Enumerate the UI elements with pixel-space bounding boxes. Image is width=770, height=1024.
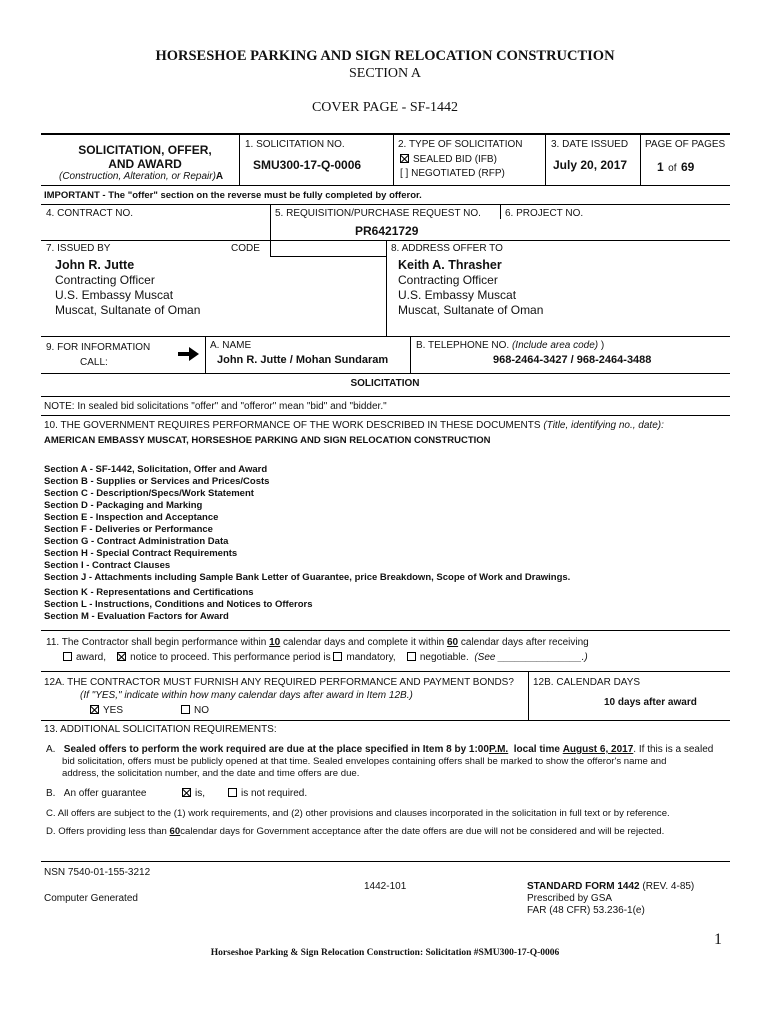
requirement-c: C. All offers are subject to the (1) work requirements, and (2) other provisions and clauses incorporated in the solicitation in full text or by reference. [46, 808, 670, 819]
bonds-yes-checkbox[interactable] [90, 705, 99, 714]
sealed-bid-checkbox[interactable] [400, 154, 409, 163]
page-of-pages-value: 1 of 69 [657, 160, 695, 174]
list-item: Section B - Supplies or Services and Prices/Costs [44, 476, 270, 487]
bonds-no-checkbox[interactable] [181, 705, 190, 714]
list-item: Section I - Contract Clauses [44, 560, 171, 571]
list-item: Section M - Evaluation Factors for Award [44, 611, 229, 622]
calendar-days-value: 10 days after award [604, 697, 697, 708]
page-of-pages-label: PAGE OF PAGES [645, 139, 726, 150]
nsn-number: NSN 7540-01-155-3212 [44, 867, 151, 878]
solicitation-no-value: SMU300-17-Q-0006 [253, 158, 362, 172]
mandatory-checkbox[interactable] [333, 652, 342, 661]
award-checkbox[interactable] [63, 652, 72, 661]
list-item: Section C - Description/Specs/Work Statement [44, 488, 254, 499]
negotiable-checkbox[interactable] [407, 652, 416, 661]
offer-to-name: Keith A. Thrasher [398, 258, 502, 272]
contact-name-value: John R. Jutte / Mohan Sundaram [217, 354, 389, 366]
offer-to-city: Muscat, Sultanate of Oman [398, 303, 544, 317]
important-notice: IMPORTANT - The "offer" section on the reverse must be fully completed by offeror. [44, 190, 422, 201]
list-item: Section E - Inspection and Acceptance [44, 512, 219, 523]
issued-by-code-label: CODE [231, 243, 260, 254]
section-label: SECTION A [349, 66, 421, 81]
list-item: Section G - Contract Administration Data [44, 536, 229, 547]
solicitation-heading: SOLICITATION [350, 378, 420, 389]
calendar-days-label: 12B. CALENDAR DAYS [533, 677, 641, 688]
guarantee-is-not-checkbox[interactable] [228, 788, 237, 797]
list-item: Section J - Attachments including Sample Bank Letter of Guarantee, price Breakdown, Scope of Work and Drawings. [44, 572, 571, 583]
call-label: CALL: [80, 357, 108, 368]
list-item: Section L - Instructions, Conditions and Notices to Offerors [44, 599, 313, 610]
far-reference: FAR (48 CFR) 53.236-1(e) [527, 905, 645, 916]
offer-to-office: U.S. Embassy Muscat [398, 288, 517, 302]
start-days[interactable]: 10 [269, 637, 281, 648]
date-issued-value: July 20, 2017 [553, 158, 628, 172]
requirement-d: D. Offers providing less than 60calendar days for Government acceptance after the date offers are due will not be considered and will be rejected. [46, 826, 665, 837]
sealed-bid-option[interactable]: SEALED BID (IFB) [400, 154, 497, 165]
list-item: Section K - Representations and Certifications [44, 587, 254, 598]
arrow-right-icon [178, 347, 200, 361]
type-of-solicitation-label: 2. TYPE OF SOLICITATION [398, 139, 523, 150]
additional-requirements-label: 13. ADDITIONAL SOLICITATION REQUIREMENTS: [44, 724, 277, 735]
issuer-city: Muscat, Sultanate of Oman [55, 303, 201, 317]
standard-form-label: STANDARD FORM 1442 (REV. 4-85) [527, 881, 695, 892]
date-issued-label: 3. DATE ISSUED [551, 139, 629, 150]
telephone-label: B. TELEPHONE NO. (Include area code) ) [416, 340, 605, 351]
form-subtitle: (Construction, Alteration, or Repair)A [59, 171, 224, 182]
contact-name-label: A. NAME [210, 340, 252, 351]
address-offer-label: 8. ADDRESS OFFER TO [391, 243, 503, 254]
solicitation-no-label: 1. SOLICITATION NO. [245, 139, 345, 150]
notice-to-proceed-checkbox[interactable] [117, 652, 126, 661]
requirement-b: B. An offer guarantee [46, 788, 147, 799]
bonds-label: 12A. THE CONTRACTOR MUST FURNISH ANY REQUIRED PERFORMANCE AND PAYMENT BONDS? [44, 677, 514, 688]
bonds-no-option[interactable]: NO [181, 705, 209, 716]
telephone-value: 968-2464-3427 / 968-2464-3488 [493, 354, 652, 366]
guarantee-is-checkbox[interactable] [182, 788, 191, 797]
sections-list-2 [44, 587, 312, 623]
form-title-line2: AND AWARD [108, 157, 182, 171]
form-title-line1: SOLICITATION, OFFER, [78, 143, 212, 157]
guarantee-is-option[interactable]: is, [182, 788, 205, 799]
issuer-name: John R. Jutte [55, 258, 135, 272]
requirement-a-line3: address, the solicitation number, and the date and time offers are due. [62, 768, 360, 779]
issued-by-label: 7. ISSUED BY [46, 243, 111, 254]
prescribed-by: Prescribed by GSA [527, 893, 613, 904]
form-code: 1442-101 [364, 881, 407, 892]
contract-no-label: 4. CONTRACT NO. [46, 208, 134, 219]
list-item: Section A - SF-1442, Solicitation, Offer and Award [44, 464, 268, 475]
issuer-title: Contracting Officer [55, 273, 155, 287]
work-description-value: AMERICAN EMBASSY MUSCAT, HORSESHOE PARKING AND SIGN RELOCATION CONSTRUCTION [44, 435, 491, 446]
requirement-a-line1: A. Sealed offers to perform the work required are due at the place specified in Item 8 by 1:00P.M. local time August 6, 2017. If this is a sealed [46, 744, 714, 755]
page-number: 1 [714, 931, 722, 948]
list-item: Section H - Special Contract Requirements [44, 548, 238, 559]
cover-label: COVER PAGE - SF-1442 [311, 100, 459, 115]
running-footer: Horseshoe Parking & Sign Relocation Construction: Solicitation #SMU300-17-Q-0006 [210, 948, 560, 958]
note-text: NOTE: In sealed bid solicitations "offer" and "offeror" mean "bid" and "bidder." [44, 401, 387, 412]
bonds-hint: (If "YES," indicate within how many calendar days after award in Item 12B.) [80, 690, 413, 701]
for-information-label: 9. FOR INFORMATION [46, 342, 151, 353]
project-no-label: 6. PROJECT NO. [505, 208, 584, 219]
performance-period-line2: award, notice to proceed. This performance period is mandatory, negotiable. (See _______________.) [63, 652, 588, 663]
negotiated-option[interactable]: [ ] NEGOTIATED (RFP) [400, 168, 505, 179]
list-item: Section D - Packaging and Marking [44, 500, 203, 511]
performance-period-line1: 11. The Contractor shall begin performance within 10 calendar days and complete it within 60 calendar days after receiving [46, 637, 589, 648]
requisition-no-label: 5. REQUISITION/PURCHASE REQUEST NO. [275, 208, 481, 219]
guarantee-is-not-option[interactable]: is not required. [228, 788, 307, 799]
list-item: Section F - Deliveries or Performance [44, 524, 213, 535]
issuer-office: U.S. Embassy Muscat [55, 288, 174, 302]
completion-days[interactable]: 60 [446, 637, 459, 648]
work-description-label: 10. THE GOVERNMENT REQUIRES PERFORMANCE OF THE WORK DESCRIBED IN THESE DOCUMENTS (Title, identifying no., date): [44, 420, 664, 431]
requisition-no-value: PR6421729 [355, 224, 419, 238]
document-title: HORSESHOE PARKING AND SIGN RELOCATION CONSTRUCTION [155, 48, 615, 64]
offer-to-title: Contracting Officer [398, 273, 498, 287]
sections-list [44, 464, 570, 584]
computer-generated: Computer Generated [44, 893, 138, 904]
requirement-a-line2: bid solicitation, offers must be publicly opened at that time. Sealed envelopes containing offers shall be marked to show the offeror's name and [62, 756, 667, 767]
bonds-yes-option[interactable]: YES [90, 705, 123, 716]
